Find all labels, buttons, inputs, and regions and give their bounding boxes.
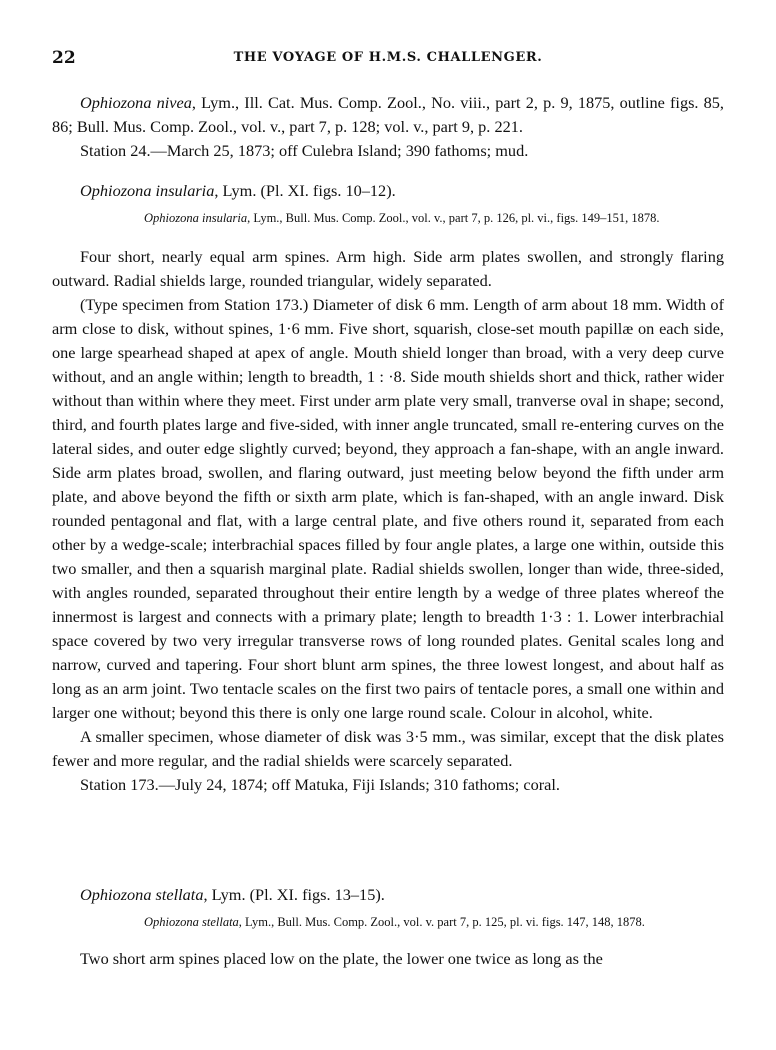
- stellata-syn-species: Ophiozona stellata: [144, 915, 239, 929]
- entry-ophiozona-stellata: [52, 883, 724, 971]
- insularia-station: Station 173.—July 24, 1874; off Matuka, Fiji Islands; 310 fathoms; coral.: [80, 775, 560, 794]
- insularia-syn-species: Ophiozona insularia: [144, 211, 248, 225]
- insularia-species-name: Ophiozona insularia: [80, 181, 215, 200]
- nivea-citation-text: , Lym., Ill. Cat. Mus. Comp. Zool., No. viii., part 2, p. 9, 1875, outline figs. 85, 86; Bull. Mus. Comp. Zool., vol. v., part 7, p. 128; vol. v., part 9, p. 221.: [52, 93, 725, 136]
- entry-ophiozona-insularia: [52, 179, 724, 797]
- entry-ophiozona-nivea: [52, 91, 724, 163]
- insularia-smaller-specimen: A smaller specimen, whose diameter of disk was 3·5 mm., was similar, except that the disk plates fewer and more regular, and the radial shields were scarcely separated.: [52, 727, 724, 770]
- insularia-description: (Type specimen from Station 173.) Diameter of disk 6 mm. Length of arm about 18 mm. Width of arm close to disk, without spines, 1·6 mm. Five short, squarish, close-set mouth papillæ on each side, one large spearhead shaped at apex of angle. Mouth shield longer than broad, with a very deep curve without, and an angle within; length to breadth, 1 : ·8. Side mouth shields short and thick, rather wider without than within where they meet. First under arm plate very small, tranverse oval in shape; second, third, and fourth plates large and five-sided, with inner angle truncated, small re-entering curves on the lateral sides, and outer edge slightly curved; beyond, they approach a fan-shape, with an angle inward. Side arm plates broad, swollen, and flaring outward, just meeting below beyond the fifth under arm plate, and above beyond the fifth or sixth arm plate, which is fan-shaped, with an angle inward. Disk rounded pentagonal and flat, with a large central plate, and five others round it, separated from each other by a wedge-scale; interbrachial spaces filled by four angle plates, a large one within, outside this two smaller, and then a squarish marginal plate. Radial shields swollen, longer than wide, three-sided, with angles rounded, separated throughout their entire length by a wedge of three plates whereof the innermost is largest and connects with a primary plate; length to breadth 1·3 : 1. Lower interbrachial space covered by two very irregular transverse rows of long rounded plates. Genital scales long and narrow, curved and tapering. Four short blunt arm spines, the three lowest longest, and about half as long as an arm joint. Two tentacle scales on the first two pairs of tentacle pores, a small one within and larger one without; beyond this there is only one large round scale. Colour in alcohol, white.: [52, 295, 724, 722]
- stellata-syn-text: , Lym., Bull. Mus. Comp. Zool., vol. v. part 7, p. 125, pl. vi. figs. 147, 148, 1878.: [238, 915, 645, 929]
- page-number: 22: [52, 48, 76, 68]
- insularia-heading-text: , Lym. (Pl. XI. figs. 10–12).: [214, 181, 396, 200]
- stellata-heading: [52, 883, 724, 907]
- insularia-synonymy: [52, 209, 724, 227]
- stellata-diagnosis: Two short arm spines placed low on the plate, the lower one twice as long as the: [80, 949, 603, 968]
- stellata-synonymy: [52, 913, 724, 931]
- running-title: THE VOYAGE OF H.M.S. CHALLENGER.: [233, 50, 543, 65]
- stellata-heading-text: , Lym. (Pl. XI. figs. 13–15).: [203, 885, 385, 904]
- insularia-syn-text: , Lym., Bull. Mus. Comp. Zool., vol. v., part 7, p. 126, pl. vi., figs. 149–151, 1878.: [247, 211, 660, 225]
- nivea-station: Station 24.—March 25, 1873; off Culebra Island; 390 fathoms; mud.: [80, 141, 529, 160]
- insularia-diagnosis: Four short, nearly equal arm spines. Arm high. Side arm plates swollen, and strongly flaring outward. Radial shields large, rounded triangular, widely separated.: [52, 247, 724, 290]
- stellata-species-name: Ophiozona stellata: [80, 885, 204, 904]
- nivea-species-name: Ophiozona nivea: [80, 93, 192, 112]
- nivea-citation: [52, 91, 724, 139]
- insularia-heading: [52, 179, 724, 203]
- page-header: [52, 48, 724, 70]
